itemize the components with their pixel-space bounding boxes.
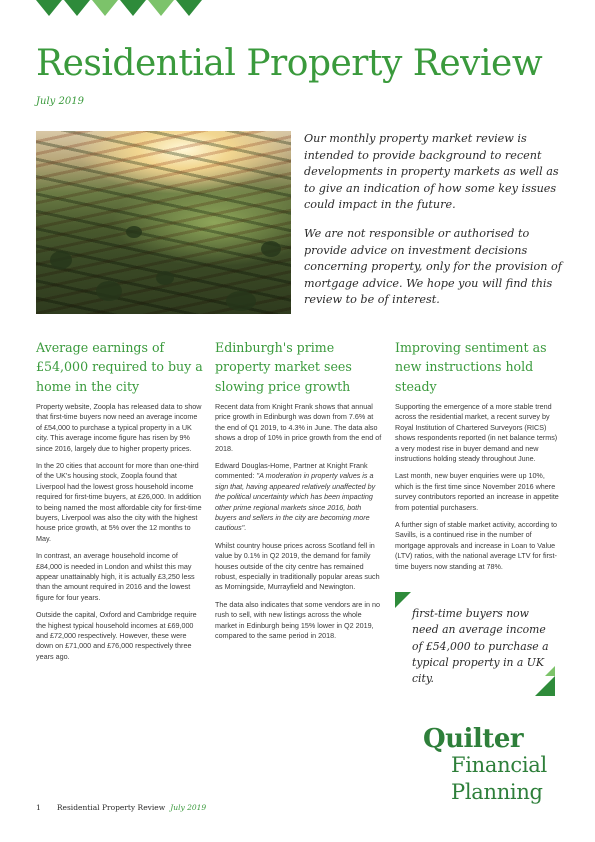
triangle-icon: [92, 0, 118, 16]
article-paragraph: Outside the capital, Oxford and Cambridge require the highest typical household incomes at £69,000 and £72,000 respectively. However, these were down on £71,000 and £76,000 respectively three years ago.: [36, 610, 197, 661]
article-paragraph: A further sign of stable market activity, according to Savills, is a continued rise in the number of mortgage approvals and increase in Loan to Value (LTV) ratios, with the national average LTV for first-time buyers now standing at 78%.: [395, 519, 558, 571]
logo-line: Planning: [451, 780, 543, 804]
article-heading: Average earnings of £54,000 required to buy a home in the city: [36, 340, 203, 394]
quote-attribution: Edward Douglas-Home, Partner at Knight Frank commented:: [215, 460, 368, 481]
logo-line: Financial: [451, 753, 547, 777]
header-decoration: [36, 0, 204, 20]
article-column: [36, 338, 203, 669]
issue-date: July 2019: [36, 96, 84, 107]
article-paragraph: Property website, Zoopla has released data to show that first-time buyers now need an average income of £54,000 to purchase a typical property in a UK city. This average income figure has risen by 9% since 2016, largely due to higher property prices.: [36, 401, 202, 453]
pull-quote: [395, 592, 555, 696]
hero-image-texture: [36, 131, 291, 314]
triangle-icon: [64, 0, 90, 16]
logo-line: Quilter: [423, 724, 524, 754]
footer-publication-name: Residential Property Review: [56, 803, 166, 812]
tree-shape: [96, 281, 122, 301]
company-logo: [423, 726, 547, 806]
article-column: [215, 338, 382, 648]
page-title: Residential Property Review: [36, 43, 543, 84]
triangle-icon: [36, 0, 62, 16]
article-paragraph: In contrast, an average household income of £84,000 is needed in London and whilst this may appear unattainably high, it is actually £3,250 less than the amount required in 2016 and the lowest figure for four years.: [36, 551, 195, 602]
article-paragraph: Whilst country house prices across Scotland fell in value by 0.1% in Q2 2019, the demand for family houses outside of the city centre has remained robust, especially in traditionally popular areas such as Morningside, Murrayfield and Newington.: [215, 540, 380, 592]
intro-paragraph: We are not responsible or authorised to provide advice on investment decisions concerning property, only for the provision of mortgage advice. We hope you will find this review to be of interest.: [304, 226, 562, 307]
article-paragraph: In the 20 cities that account for more than one-third of the UK's housing stock, Zoopla found that Liverpool had the lowest gross household income required for first-time buyers, at £26,000. In addition to being named the most affordable city for first-time buyers, Liverpool was also the city with the highest house price growth, at 5% over the 12 months to May.: [36, 460, 202, 543]
intro-paragraph: Our monthly property market review is intended to provide background to recent developments in property markets as well as to give an indication of how some key issues could impact in the future.: [304, 132, 559, 212]
corner-triangle-icon: [395, 592, 411, 608]
page-footer: [36, 803, 206, 812]
pull-quote-text: first-time buyers now need an average income of £54,000 to purchase a typical property in a UK city.: [412, 607, 549, 686]
article-paragraph: The data also indicates that some vendors are in no rush to sell, with new listings across the whole market in Edinburgh being 15% lower in Q2 2019, compared to the same period in 2018.: [215, 599, 381, 641]
tree-shape: [226, 291, 256, 311]
triangle-icon: [120, 0, 146, 16]
tree-shape: [261, 241, 281, 257]
article-paragraph: Last month, new buyer enquiries were up 10%, which is the first time since November 2016 where survey contributors reported an increase in appetite from potential purchasers.: [395, 471, 559, 512]
triangle-icon: [148, 0, 174, 16]
article-column: [395, 338, 562, 579]
article-heading: Edinburgh's prime property market sees slowing price growth: [215, 340, 352, 394]
tree-shape: [126, 226, 142, 238]
article-heading: Improving sentiment as new instructions hold steady: [395, 340, 547, 394]
article-quote-paragraph: [215, 461, 382, 534]
quote-text: "A moderation in property values is a sign that, having appeared relatively unaffected by the political uncertainty which has been impacting other prime regional markets since 2016, both buyers and sellers in the city are becoming more cautious".: [215, 471, 376, 533]
footer-date: July 2019: [170, 803, 207, 812]
tree-shape: [50, 251, 72, 269]
hero-image: [36, 131, 291, 314]
triangle-icon: [176, 0, 202, 16]
article-paragraph: Supporting the emergence of a more stable trend across the residential market, a recent survey by Royal Institution of Chartered Surveyors (RICS) shows respondents reported (in net balance terms) a very modest rise in buyer demand and new instructions holding steady throughout June.: [395, 401, 558, 463]
tree-shape: [156, 271, 174, 285]
article-paragraph: Recent data from Knight Frank shows that annual price growth in Edinburgh was down from 7.6% at the end of Q1 2019, to 4.3% in June. The data also shows a drop of 10% in price growth from the end of 2018.: [215, 401, 382, 453]
intro: [304, 131, 566, 321]
page-number: 1: [36, 803, 41, 812]
